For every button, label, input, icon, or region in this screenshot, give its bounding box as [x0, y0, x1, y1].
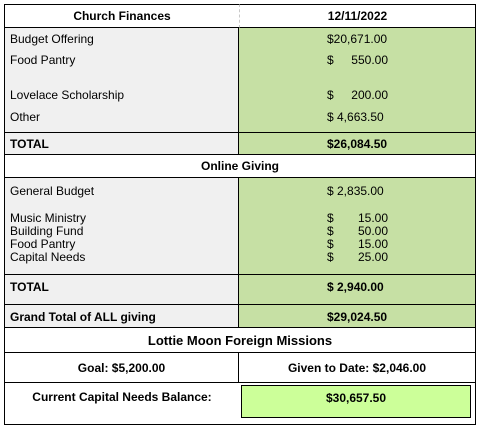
online-amounts: [239, 178, 476, 304]
capital-needs-amount: 25.00: [357, 250, 388, 264]
grand-total-label-cell: [4, 304, 239, 328]
capital-balance-row: [4, 383, 476, 425]
music-ministry-label: Music Ministry: [10, 211, 87, 225]
online-total-divider-right: [239, 274, 475, 275]
online-total-label: TOTAL: [10, 280, 49, 294]
food-pantry-label: Food Pantry: [10, 53, 76, 67]
other-amount: $ 4,663.50: [327, 110, 384, 124]
missions-given: Given to Date: $2,046.00: [239, 353, 476, 383]
lovelace-dollar: $: [327, 88, 334, 102]
grand-total-amount-cell: [239, 304, 476, 328]
food-pantry-dollar: $: [327, 53, 334, 67]
grand-total-row: [4, 304, 476, 328]
online-giving-title: Online Giving: [4, 154, 476, 178]
capital-balance-label-cell: [4, 383, 239, 425]
capital-balance-label: Current Capital Needs Balance:: [32, 390, 212, 404]
online-total-divider: [5, 274, 238, 275]
building-fund-dollar: $: [327, 224, 334, 238]
online-giving-block: [4, 178, 476, 304]
church-amounts: [239, 28, 476, 154]
food-pantry-amount: 550.00: [351, 53, 388, 67]
missions-goal: Goal: $5,200.00: [4, 353, 239, 383]
other-label: Other: [10, 110, 41, 124]
missions-goal-row: [4, 353, 476, 383]
online-food-pantry-amount: 15.00: [357, 237, 388, 251]
building-fund-label: Building Fund: [10, 224, 84, 238]
church-finances-block: [4, 28, 476, 154]
grand-total-label: Grand Total of ALL giving: [10, 310, 156, 324]
lovelace-amount: 200.00: [351, 88, 388, 102]
capital-balance-amount-cell: [239, 383, 476, 425]
sheet-title: Church Finances: [4, 4, 239, 28]
online-food-pantry-label: Food Pantry: [10, 237, 76, 251]
lovelace-scholarship-label: Lovelace Scholarship: [10, 88, 125, 102]
grand-total-amount: $29,024.50: [327, 310, 388, 324]
online-food-pantry-dollar: $: [327, 237, 334, 251]
missions-title-row: [4, 328, 476, 353]
building-fund-amount: 50.00: [357, 224, 388, 238]
church-labels: [4, 28, 239, 154]
general-budget-label: General Budget: [10, 184, 95, 198]
general-budget-amount: $ 2,835.00: [327, 184, 384, 198]
church-total-label: TOTAL: [10, 137, 49, 151]
capital-balance-highlight: [241, 385, 471, 418]
online-labels: [4, 178, 239, 304]
budget-offering-amount: $20,671.00: [327, 32, 388, 46]
header-row: [4, 4, 476, 28]
capital-balance-amount: $30,657.50: [325, 391, 387, 405]
budget-offering-label: Budget Offering: [10, 32, 94, 46]
report-date: 12/11/2022: [239, 4, 476, 28]
music-ministry-dollar: $: [327, 211, 334, 225]
online-giving-title-row: [4, 154, 476, 178]
church-total-amount: $26,084.50: [327, 137, 388, 151]
total-divider-right: [239, 132, 475, 133]
capital-needs-dollar: $: [327, 250, 334, 264]
music-ministry-amount: 15.00: [357, 211, 388, 225]
online-total-amount: $ 2,940.00: [327, 280, 384, 294]
missions-title: Lottie Moon Foreign Missions: [4, 328, 476, 353]
total-divider: [5, 132, 238, 133]
capital-needs-label: Capital Needs: [10, 250, 86, 264]
